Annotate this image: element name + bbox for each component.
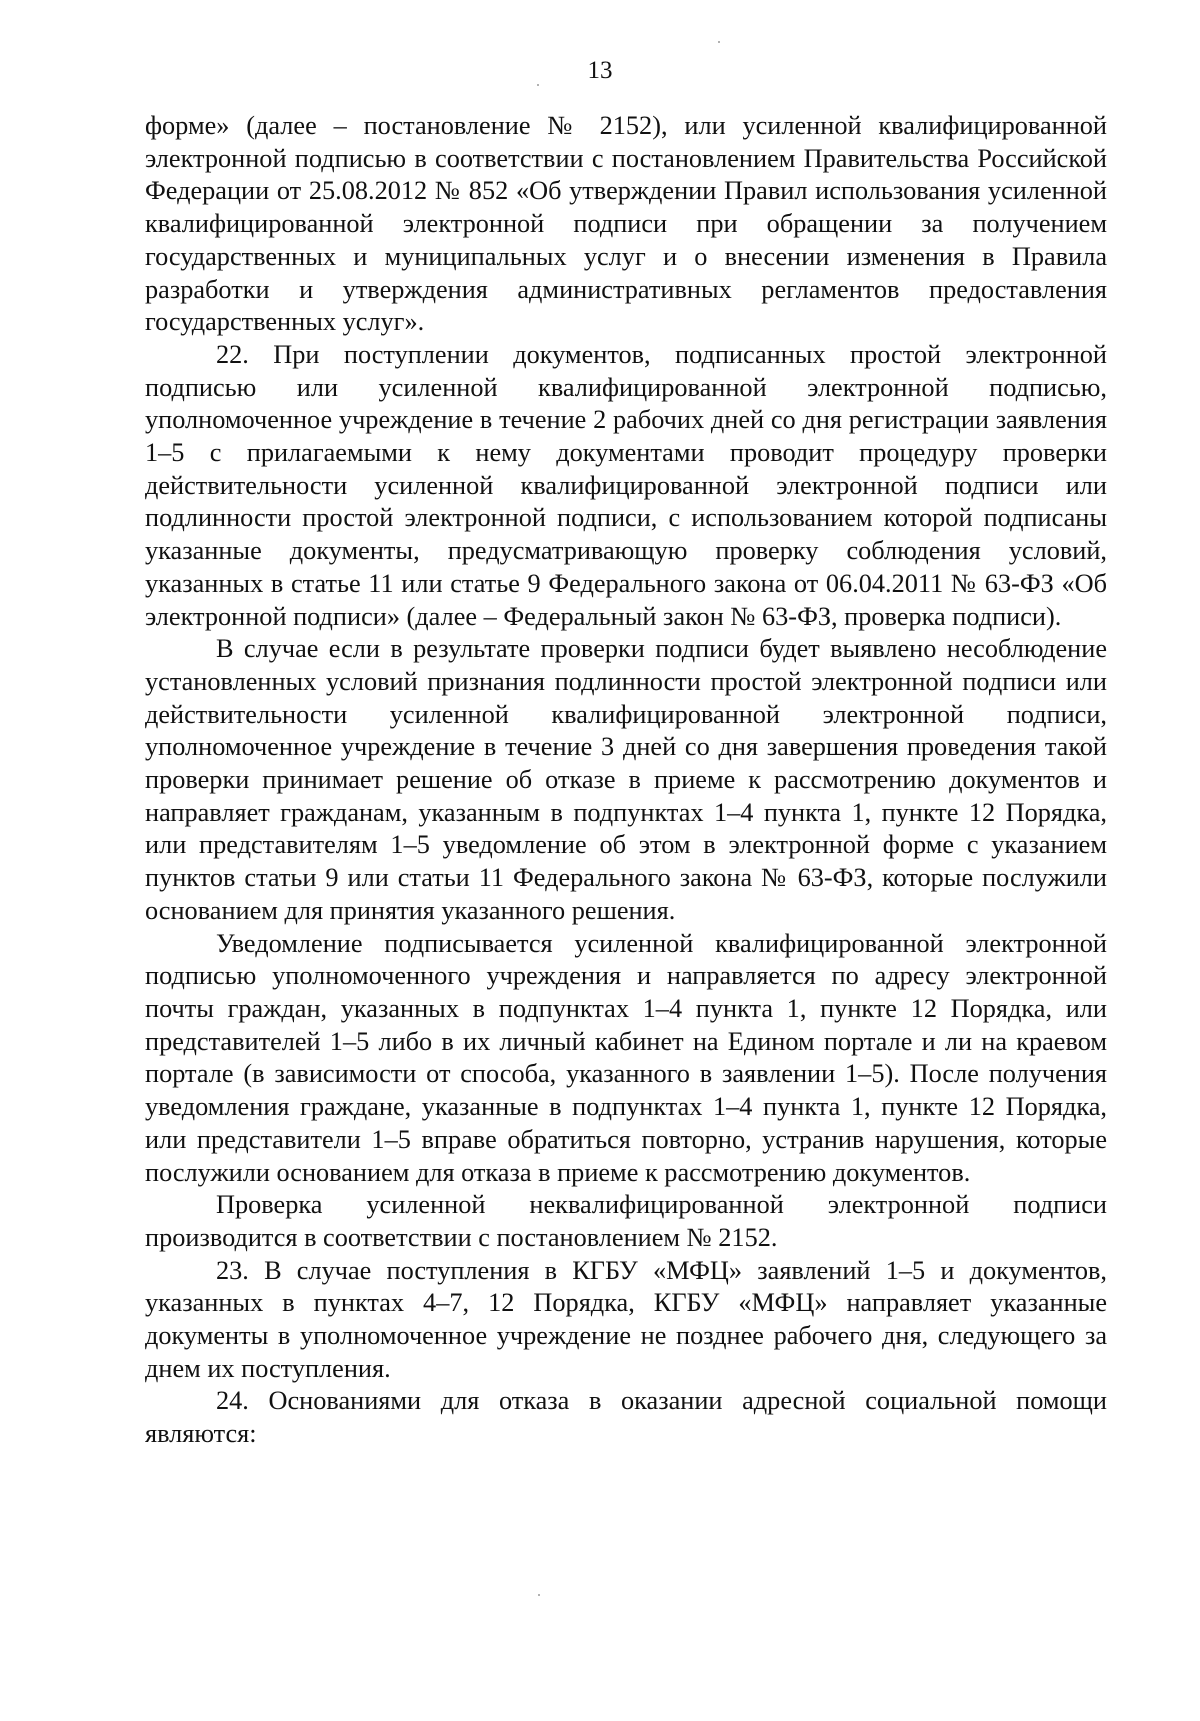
page-number: 13 xyxy=(587,57,613,84)
scan-speck xyxy=(538,1594,540,1596)
document-body xyxy=(145,110,1107,1451)
paragraph: Проверка усиленной неквалифицированной электронной подписи производится в соответствии с постановлением № 2152. xyxy=(145,1190,1107,1252)
paragraph: 23. В случае поступления в КГБУ «МФЦ» заявлений 1–5 и документов, указанных в пунктах 4–7, 12 Порядка, КГБУ «МФЦ» направляет указанные документы в уполномоченное учреждение не позднее рабочего дня, следующего за днем их поступления. xyxy=(145,1255,1107,1383)
paragraph: форме» (далее – постановление № 2152), или усиленной квалифицированной электронной подписью в соответствии с постановлением Правительства Российской Федерации от 25.08.2012 № 852 «Об утверждении Правил использования усиленной квалифицированной электронной подписи при обращении за получением государственных и муниципальных услуг и о внесении изменения в Правила разработки и утверждения административных регламентов предоставления государственных услуг». xyxy=(145,111,1107,337)
scan-speck xyxy=(718,41,720,43)
paragraph: В случае если в результате проверки подписи будет выявлено несоблюдение установленных условий признания подлинности простой электронной подписи или действительности усиленной квалифицированной электронной подписи, уполномоченное учреждение в течение 3 дней со дня завершения проведения такой проверки принимает решение об отказе в приеме к рассмотрению документов и направляет гражданам, указанным в подпунктах 1–4 пункта 1, пункте 12 Порядка, или представителям 1–5 уведомление об этом в электронной форме с указанием пунктов статьи 9 или статьи 11 Федерального закона № 63-ФЗ, которые послужили основанием для принятия указанного решения. xyxy=(145,634,1107,925)
paragraph: 22. При поступлении документов, подписанных простой электронной подписью или усиленной квалифицированной электронной подписью, уполномоченное учреждение в течение 2 рабочих дней со дня регистрации заявления 1–5 с прилагаемыми к нему документами проводит процедуру проверки действительности усиленной квалифицированной электронной подписи или подлинности простой электронной подписи, с использованием которой подписаны указанные документы, предусматривающую проверку соблюдения условий, указанных в статье 11 или статье 9 Федерального закона от 06.04.2011 № 63-ФЗ «Об электронной подписи» (далее – Федеральный закон № 63-ФЗ, проверка подписи). xyxy=(145,339,1107,631)
scan-speck xyxy=(537,84,539,86)
paragraph: Уведомление подписывается усиленной квалифицированной электронной подписью уполномоченного учреждения и направляется по адресу электронной почты граждан, указанных в подпунктах 1–4 пункта 1, пункте 12 Порядка, или представителей 1–5 либо в их личный кабинет на Едином портале и ли на краевом портале (в зависимости от способа, указанного в заявлении 1–5). После получения уведомления граждане, указанные в подпунктах 1–4 пункта 1, пункте 12 Порядка, или представители 1–5 вправе обратиться повторно, устранив нарушения, которые послужили основанием для отказа в приеме к рассмотрению документов. xyxy=(145,928,1107,1187)
paragraph: 24. Основаниями для отказа в оказании адресной социальной помощи являются: xyxy=(145,1386,1107,1449)
